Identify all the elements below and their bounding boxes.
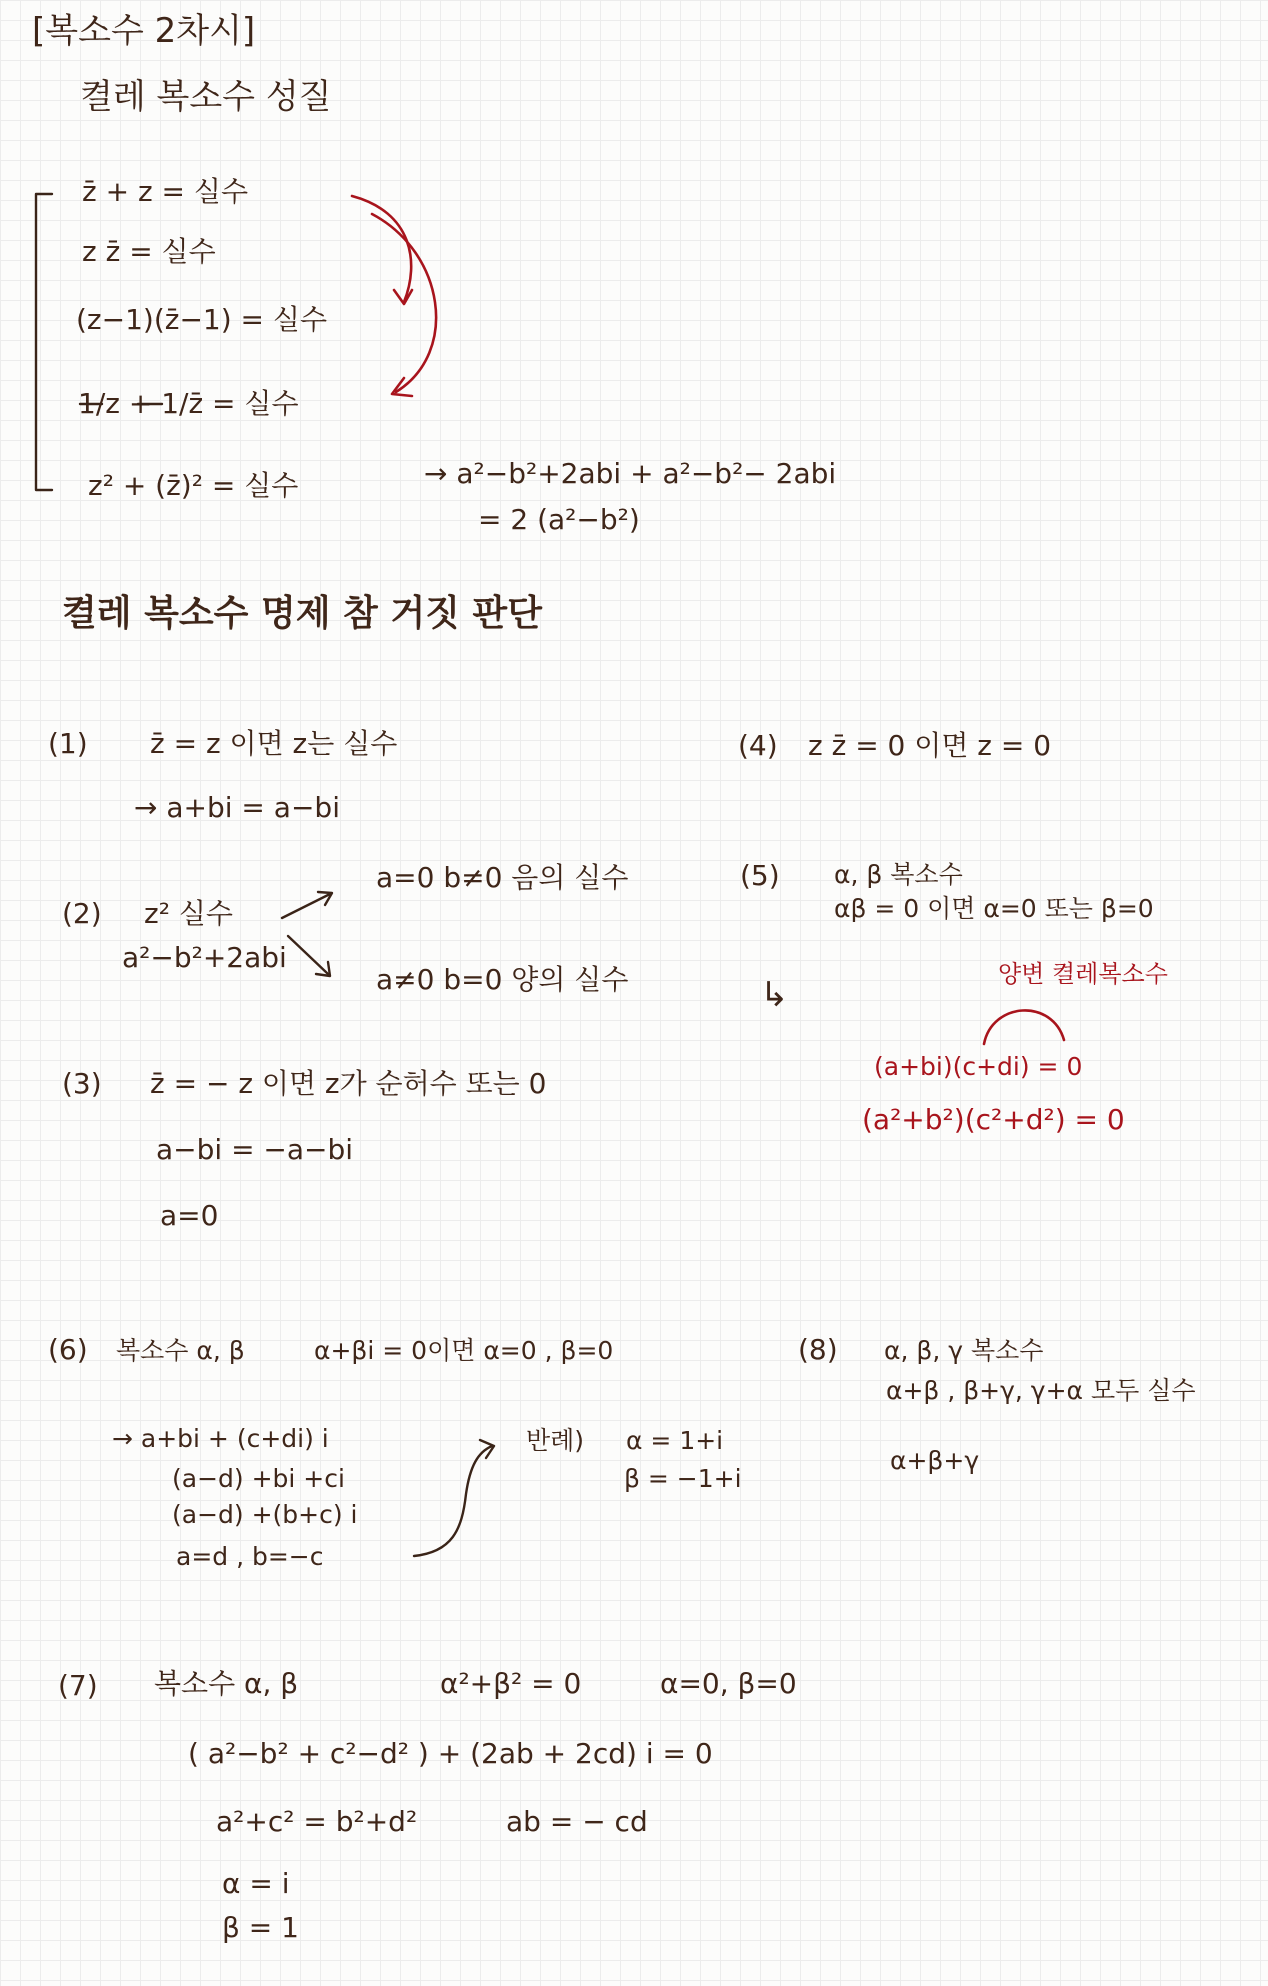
problem-7-beta: β = 1: [222, 1911, 299, 1944]
problem-4-number: (4): [738, 729, 778, 762]
property-1: z̄ + z = 실수: [82, 175, 249, 208]
problem-5-note: 양변 켤레복소수: [998, 960, 1168, 988]
problem-7-work2b: ab = − cd: [506, 1805, 648, 1838]
problem-2-case-positive: a≠0 b=0 양의 실수: [376, 963, 629, 996]
branch-arrow-up: [282, 894, 330, 918]
problem-6-work3: (a−d) +(b+c) i: [172, 1500, 358, 1529]
problem-6-work2: (a−d) +bi +ci: [172, 1464, 345, 1493]
red-arrow-short-head: [394, 290, 412, 304]
problem-5-number: (5): [740, 859, 780, 892]
problem-6-counter-label: 반례): [526, 1426, 585, 1455]
problem-7-line1: 복소수 α, β: [154, 1667, 299, 1700]
problem-3-number: (3): [62, 1067, 102, 1100]
problem-8-line2: α+β , β+γ, γ+α 모두 실수: [886, 1376, 1196, 1405]
counterexample-arrow: [414, 1446, 492, 1556]
problem-3-statement: z̄ = − z 이면 z가 순허수 또는 0: [150, 1067, 547, 1100]
red-arrow-short: [352, 196, 411, 302]
problem-7-alpha: α = i: [222, 1867, 290, 1900]
problem-6-counter-beta: β = −1+i: [624, 1464, 742, 1493]
problem-7-work2a: a²+c² = b²+d²: [216, 1805, 418, 1838]
property-5-expansion: → a²−b²+2abi + a²−b²− 2abi: [424, 457, 837, 490]
section-heading-true-false: 켤레 복소수 명제 참 거짓 판단: [62, 593, 542, 634]
problem-5-eq1: (a+bi)(c+di) = 0: [874, 1052, 1083, 1081]
problem-6-line1: 복소수 α, β: [116, 1336, 245, 1365]
property-5-result: = 2 (a²−b²): [478, 503, 640, 536]
problem-2-case-negative: a=0 b≠0 음의 실수: [376, 861, 629, 894]
problem-8-line3: α+β+γ: [890, 1446, 980, 1475]
property-3: (z−1)(z̄−1) = 실수: [76, 303, 327, 336]
problem-2-statement: z² 실수: [144, 897, 233, 930]
problem-2-work: a²−b²+2abi: [122, 941, 287, 974]
problem-6-work1: → a+bi + (c+di) i: [112, 1424, 329, 1453]
problem-8-number: (8): [798, 1333, 838, 1366]
problem-3-work2: a=0: [160, 1199, 219, 1232]
problem-1-number: (1): [48, 727, 88, 760]
problem-5-arrow: ↳: [760, 975, 789, 1015]
problem-6-condition: α+βi = 0이면 α=0 , β=0: [314, 1336, 614, 1365]
problem-5-line1: α, β 복소수: [834, 860, 963, 889]
problem-7-work1: ( a²−b² + c²−d² ) + (2ab + 2cd) i = 0: [188, 1737, 713, 1770]
conjugate-arc: [984, 1010, 1064, 1044]
property-2: z z̄ = 실수: [82, 235, 216, 268]
problem-1-statement: z̄ = z 이면 z는 실수: [150, 727, 398, 760]
problem-5-line2: αβ = 0 이면 α=0 또는 β=0: [834, 894, 1154, 923]
section-heading-properties: 켤레 복소수 성질: [80, 77, 332, 117]
problem-7-condition: α²+β² = 0: [440, 1667, 582, 1700]
problem-6-counter-alpha: α = 1+i: [626, 1426, 724, 1455]
problem-4-statement: z z̄ = 0 이면 z = 0: [808, 729, 1052, 762]
branch-arrow-down: [288, 936, 328, 974]
problem-6-number: (6): [48, 1333, 88, 1366]
problem-7-number: (7): [58, 1669, 98, 1702]
problem-3-work1: a−bi = −a−bi: [156, 1133, 354, 1166]
problem-7-conclusion: α=0, β=0: [660, 1667, 797, 1700]
property-5: z² + (z̄)² = 실수: [88, 469, 299, 502]
problem-6-work4: a=d , b=−c: [176, 1542, 324, 1571]
page-title: [복소수 2차시]: [32, 11, 256, 51]
properties-bracket: [36, 194, 52, 490]
problem-2-number: (2): [62, 897, 102, 930]
problem-8-line1: α, β, γ 복소수: [884, 1336, 1044, 1365]
problem-1-work: → a+bi = a−bi: [134, 791, 340, 824]
problem-5-eq2: (a²+b²)(c²+d²) = 0: [862, 1103, 1125, 1136]
property-4: 1/z + 1/z̄ = 실수: [78, 387, 299, 420]
